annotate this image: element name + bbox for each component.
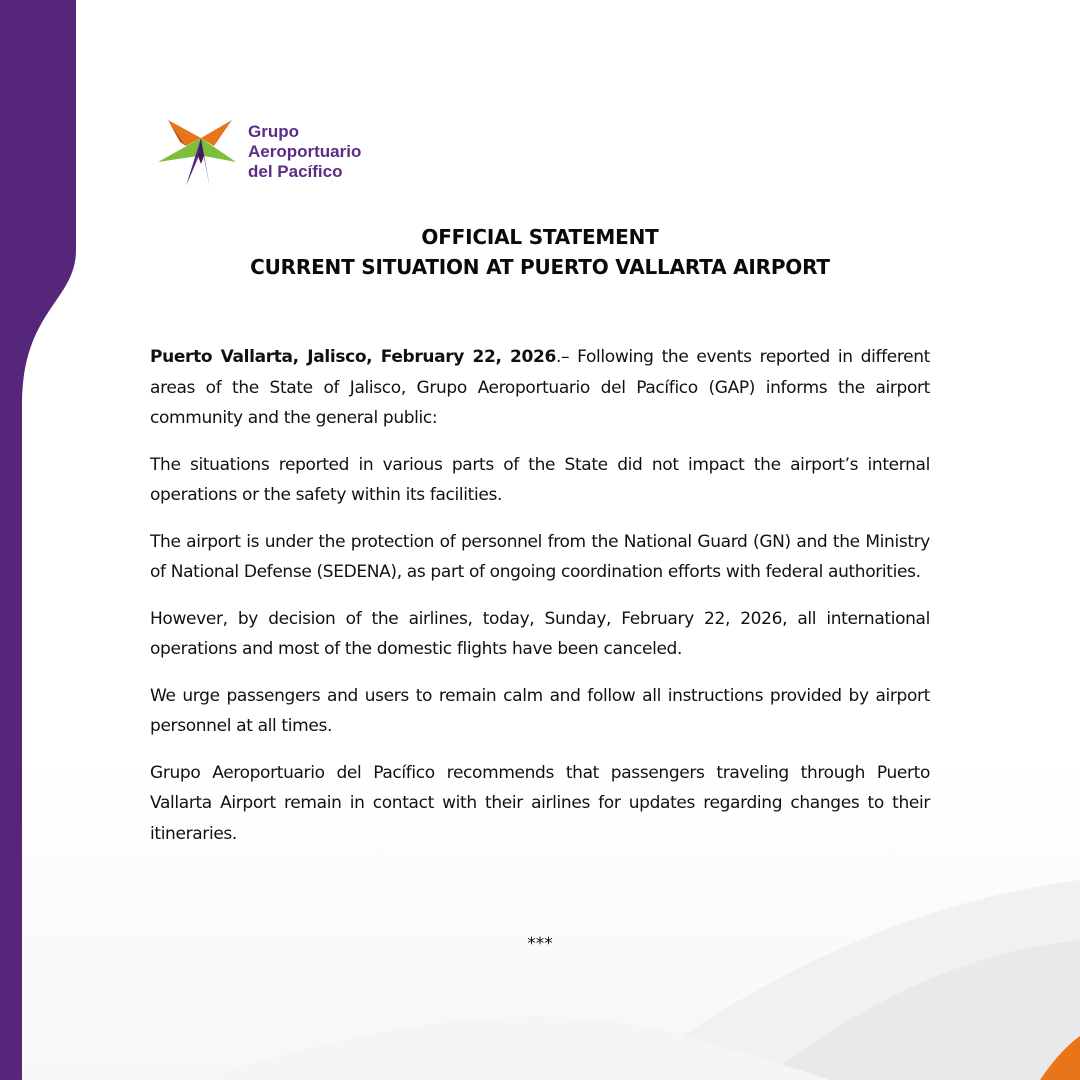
paragraph-3: The airport is under the protection of personnel from the National Guard (GN) and the Ministry of National Defense (SEDENA), as part of ongoing coordination efforts with federal authorities.	[150, 531, 930, 582]
paragraph-6: Grupo Aeroportuario del Pacífico recommends that passengers traveling through Puerto Vallarta Airport remain in contact with their airlines for updates regarding changes to their itineraries.	[150, 762, 930, 844]
logo-wordmark	[248, 122, 361, 182]
paragraph-2: The situations reported in various parts of the State did not impact the airport’s internal operations or the safety within its facilities.	[150, 454, 930, 505]
statement-subtitle: CURRENT SITUATION AT PUERTO VALLARTA AIRPORT	[250, 255, 830, 279]
company-logo	[156, 116, 396, 192]
end-mark: ***	[527, 934, 553, 954]
paragraph-1-text: .– Following the events reported in different areas of the State of Jalisco, Grupo Aeroportuario del Pacífico (GAP) informs the airport community and the general public:	[150, 347, 930, 428]
purple-side-band	[0, 0, 76, 1080]
statement-body	[150, 342, 930, 865]
logo-line-2: Aeroportuario	[248, 142, 362, 161]
logo-line-3: del Pacífico	[248, 162, 343, 181]
statement-title: OFFICIAL STATEMENT	[421, 225, 659, 249]
star-logo-icon	[156, 116, 238, 192]
dateline: Puerto Vallarta, Jalisco, February 22, 2026	[150, 347, 556, 367]
paragraph-5: We urge passengers and users to remain calm and follow all instructions provided by airport personnel at all times.	[150, 685, 930, 736]
statement-heading	[0, 222, 1080, 282]
logo-line-1: Grupo	[248, 122, 299, 141]
paragraph-1	[150, 342, 930, 434]
paragraph-4: However, by decision of the airlines, today, Sunday, February 22, 2026, all international operations and most of the domestic flights have been canceled.	[150, 608, 930, 659]
